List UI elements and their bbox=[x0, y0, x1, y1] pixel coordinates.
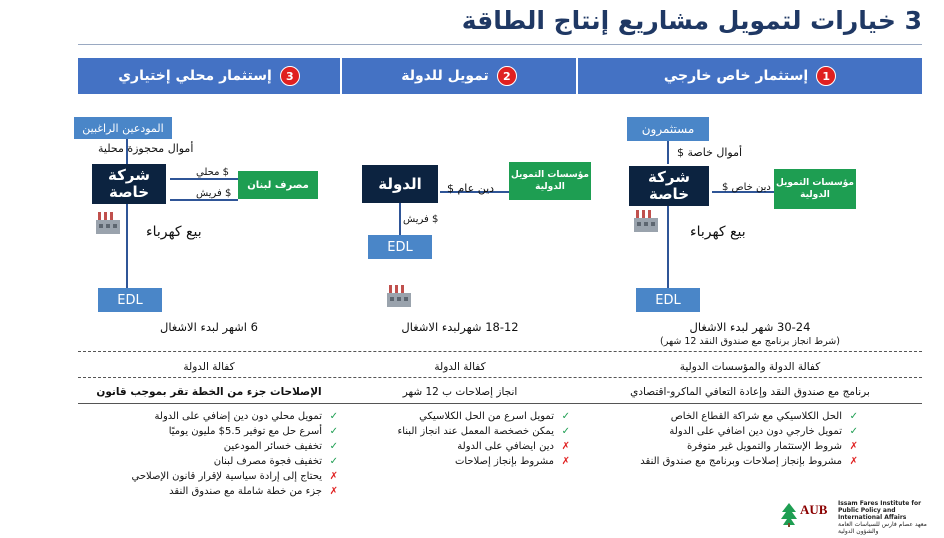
pro-item bbox=[370, 409, 570, 424]
pros-cons-list-1 bbox=[590, 409, 858, 469]
check-icon: ✓ bbox=[849, 411, 858, 422]
guarantee-3: كفالة الدولة bbox=[183, 361, 235, 373]
edl-box: EDL bbox=[98, 288, 162, 312]
list-item-text: تخفيف فجوة مصرف لبنان bbox=[213, 456, 322, 467]
check-icon: ✓ bbox=[329, 426, 338, 437]
option-number-badge: 3 bbox=[280, 66, 300, 86]
list-item-text: مشروط بإنجاز إصلاحات bbox=[454, 456, 554, 467]
check-icon: ✓ bbox=[849, 426, 858, 437]
aub-mark: AUB bbox=[800, 502, 828, 517]
check-icon: ✓ bbox=[561, 411, 570, 422]
cross-icon: ✗ bbox=[849, 441, 858, 452]
cross-icon: ✗ bbox=[329, 471, 338, 482]
logo-arabic-text: معهد عصام فارس للسياسات العامة والشؤون الدولية bbox=[838, 521, 927, 535]
list-item-text: أسرع حل مع توفير 5.5$ مليون يوميًا bbox=[168, 426, 322, 437]
con-item bbox=[90, 484, 338, 499]
con-item bbox=[370, 454, 570, 469]
arrow-down bbox=[399, 203, 401, 235]
column-header-label: تمويل للدولة bbox=[401, 68, 489, 84]
cross-icon: ✗ bbox=[849, 456, 858, 467]
pro-item bbox=[90, 454, 338, 469]
arrow-left bbox=[170, 199, 238, 201]
page-title: 3 خيارات لتمويل مشاريع إنتاج الطاقة bbox=[461, 6, 922, 35]
timeline-3: 6 اشهر لبدء الاشغال bbox=[160, 320, 258, 334]
pros-cons-list-3 bbox=[90, 409, 338, 499]
option-number-badge: 2 bbox=[497, 66, 517, 86]
aub-logo bbox=[780, 500, 940, 536]
list-item-text: دين ايضافي على الدولة bbox=[457, 441, 554, 452]
list-item-text: الحل الكلاسيكي مع شراكة القطاع الخاص bbox=[670, 411, 842, 422]
electricity-sale-label: بيع كهرباء bbox=[146, 224, 202, 240]
intl-finance-box: مؤسسات التمويل الدولية bbox=[774, 169, 856, 209]
con-item bbox=[590, 439, 858, 454]
list-item-text: تمويل محلي دون دين إضافي على الدولة bbox=[154, 411, 322, 422]
pro-item bbox=[90, 424, 338, 439]
arrow-down bbox=[667, 141, 669, 164]
power-plant-icon bbox=[633, 208, 659, 232]
list-item-text: تخفيف خسائر المودعين bbox=[223, 441, 322, 452]
private-debt-label: دين خاص $ bbox=[722, 182, 771, 193]
cross-icon: ✗ bbox=[561, 441, 570, 452]
logo-english-text: Issam Fares Institute for Public Policy and International Affairs bbox=[838, 500, 922, 521]
program-1: برنامج مع صندوق النقد وإعادة التعافي الماكرو-اقتصادي bbox=[630, 386, 870, 398]
con-item bbox=[590, 454, 858, 469]
list-item-text: تمويل اسرع من الحل الكلاسيكي bbox=[419, 411, 554, 422]
program-2: انجاز إصلاحات ب 12 شهر bbox=[402, 386, 518, 398]
section-divider bbox=[78, 351, 922, 352]
column-header-label: إستثمار محلي إختياري bbox=[118, 68, 272, 84]
pro-item bbox=[90, 409, 338, 424]
list-item-text: مشروط بإنجاز إصلاحات وبرنامج مع صندوق النقد bbox=[640, 456, 842, 467]
fresh-dollar-label: $ فريش bbox=[403, 214, 439, 225]
option-number-badge: 1 bbox=[816, 66, 836, 86]
fresh-dollar-label: $ فريش bbox=[196, 188, 232, 199]
cedar-icon bbox=[780, 502, 798, 528]
pro-item bbox=[590, 424, 858, 439]
pro-item bbox=[90, 439, 338, 454]
local-dollar-label: $ محلي bbox=[196, 167, 229, 178]
guarantee-2: كفالة الدولة bbox=[434, 361, 486, 373]
column-header-2 bbox=[342, 58, 576, 94]
private-funds-label: أموال خاصة $ bbox=[677, 146, 743, 159]
check-icon: ✓ bbox=[329, 441, 338, 452]
depositors-box: المودعين الراغبين bbox=[74, 117, 172, 139]
column-header-1 bbox=[578, 58, 922, 94]
con-item bbox=[90, 469, 338, 484]
section-divider bbox=[78, 377, 922, 378]
arrow-down bbox=[667, 206, 669, 288]
intl-finance-box: مؤسسات التمويل الدولية bbox=[509, 162, 591, 200]
arrow-down bbox=[126, 204, 128, 288]
con-item bbox=[370, 439, 570, 454]
list-item-text: يحتاج إلى إرادة سياسية لإقرار قانون الإصلاحي bbox=[131, 471, 322, 482]
edl-box: EDL bbox=[368, 235, 432, 259]
power-plant-icon bbox=[95, 210, 121, 234]
check-icon: ✓ bbox=[329, 411, 338, 422]
list-item-text: تمويل خارجي دون دين اضافي على الدولة bbox=[669, 426, 842, 437]
program-3: الإصلاحات جزء من الخطة تقر بموجب قانون bbox=[96, 386, 322, 398]
private-company-box: شركة خاصة bbox=[92, 164, 166, 204]
local-funds-label: أموال محجوزة محلية bbox=[98, 142, 194, 155]
arrow-right bbox=[170, 178, 238, 180]
investors-box: مستثمرون bbox=[627, 117, 709, 141]
guarantee-1: كفالة الدولة والمؤسسات الدولية bbox=[679, 361, 821, 373]
list-item-text: جزء من خطة شاملة مع صندوق النقد bbox=[169, 486, 322, 497]
public-debt-label: دين عام $ bbox=[447, 182, 495, 195]
list-item-text: شروط الإستثمار والتمويل غير متوفرة bbox=[686, 441, 842, 452]
pro-item bbox=[590, 409, 858, 424]
private-company-box: شركة خاصة bbox=[629, 166, 709, 206]
cross-icon: ✗ bbox=[561, 456, 570, 467]
cross-icon: ✗ bbox=[329, 486, 338, 497]
pro-item bbox=[370, 424, 570, 439]
timeline-2: 18-12 شهرلبدء الاشغال bbox=[401, 320, 519, 334]
electricity-sale-label: بيع كهرباء bbox=[690, 224, 746, 240]
timeline-1: 30-24 شهر لبدء الاشغال bbox=[689, 320, 811, 334]
pros-cons-list-2 bbox=[370, 409, 570, 469]
title-divider bbox=[78, 44, 922, 45]
edl-box: EDL bbox=[636, 288, 700, 312]
check-icon: ✓ bbox=[561, 426, 570, 437]
check-icon: ✓ bbox=[329, 456, 338, 467]
column-header-3 bbox=[78, 58, 340, 94]
power-plant-icon bbox=[386, 283, 412, 307]
column-header-label: إستثمار خاص خارجي bbox=[663, 68, 809, 84]
section-divider bbox=[78, 403, 922, 404]
list-item-text: يمكن خصخصة المعمل عند انجاز البناء bbox=[397, 426, 554, 437]
timeline-note-1: (شرط انجاز برنامج مع صندوق النقد 12 شهر) bbox=[660, 336, 840, 347]
state-box: الدولة bbox=[362, 165, 438, 203]
central-bank-box: مصرف لبنان bbox=[238, 171, 318, 199]
